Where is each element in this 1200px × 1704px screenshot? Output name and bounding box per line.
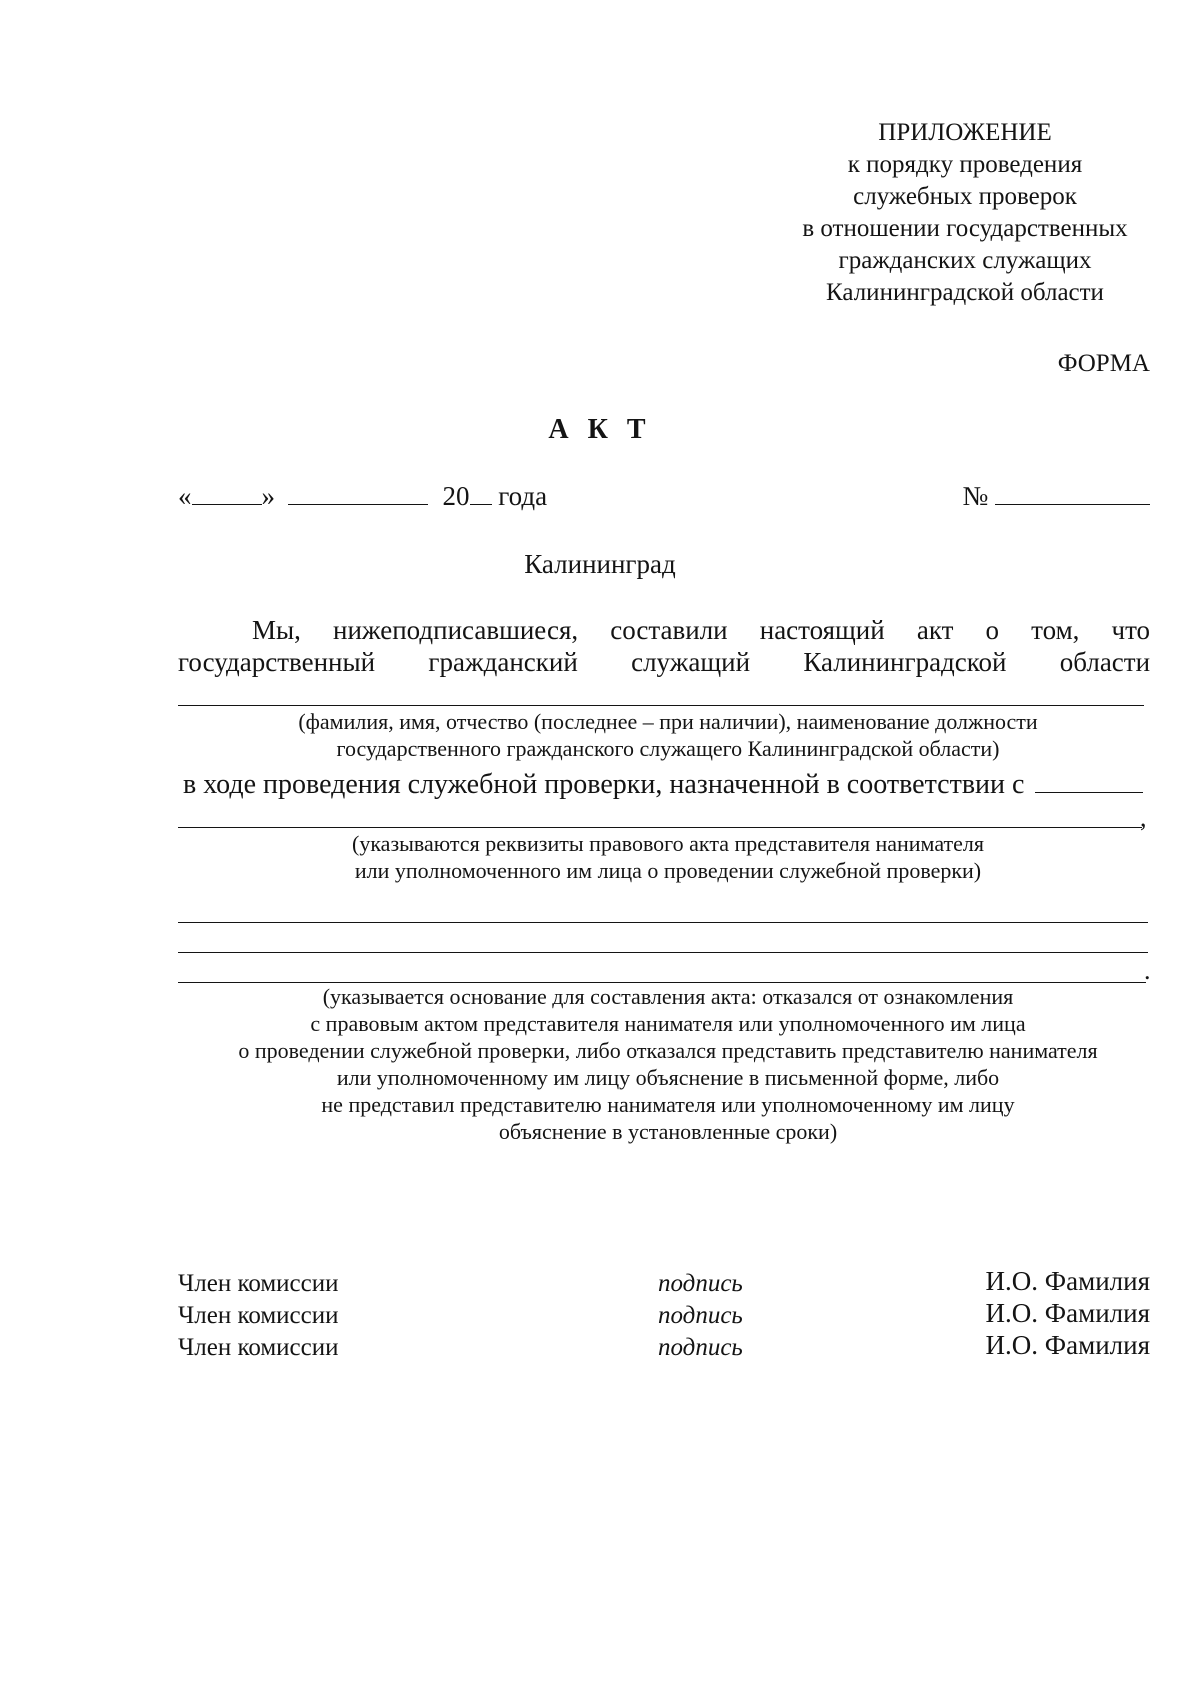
word: составили bbox=[610, 615, 728, 645]
word: служащий bbox=[631, 647, 751, 677]
period: . bbox=[1144, 956, 1151, 985]
number-line bbox=[962, 480, 1150, 512]
fullname-caption bbox=[178, 708, 1158, 762]
caption-line: (указывается основание для составления акта: отказался от ознакомления bbox=[322, 984, 1014, 1009]
signature-field[interactable]: подпись bbox=[658, 1302, 743, 1329]
caption-line: объяснение в установленные сроки) bbox=[498, 1119, 838, 1144]
appendix-line: в отношении государственных bbox=[802, 215, 1128, 242]
word: области bbox=[1059, 647, 1151, 677]
caption-line: не представил представителю нанимателя или уполномоченному им лицу bbox=[321, 1092, 1015, 1117]
close-quote: » bbox=[261, 481, 275, 511]
body-paragraph-line-3 bbox=[183, 768, 1143, 801]
month-blank[interactable] bbox=[288, 480, 428, 505]
caption-line: о проведении служебной проверки, либо отказался представить представителю нанимателя bbox=[238, 1038, 1098, 1063]
signature-row bbox=[178, 1330, 1150, 1365]
word: Калининградской bbox=[803, 647, 1007, 677]
number-blank[interactable] bbox=[995, 480, 1150, 505]
caption-line: или уполномоченного им лица о проведении служебной проверки) bbox=[354, 858, 982, 883]
signature-field[interactable]: подпись bbox=[658, 1334, 743, 1361]
appendix-line: к порядку проведения bbox=[847, 151, 1083, 178]
city: Калининград bbox=[524, 549, 676, 579]
signature-field[interactable]: подпись bbox=[658, 1270, 743, 1297]
signature-role: Член комиссии bbox=[178, 1270, 339, 1297]
signature-role: Член комиссии bbox=[178, 1302, 339, 1329]
legal-act-blank[interactable] bbox=[1035, 768, 1143, 793]
year-prefix: 20 bbox=[442, 481, 470, 511]
caption-line: (фамилия, имя, отчество (последнее – при наличии), наименование должности bbox=[298, 709, 1038, 734]
paragraph-text: в ходе проведения служебной проверки, назначенной в соответствии с bbox=[183, 769, 1025, 800]
caption-line: государственного гражданского служащего Калининградской области) bbox=[336, 736, 1000, 761]
appendix-line: служебных проверок bbox=[853, 183, 1077, 210]
word: о bbox=[985, 615, 1000, 645]
legal-act-blank-line[interactable] bbox=[178, 827, 1142, 828]
appendix-line: Калининградской области bbox=[826, 279, 1104, 306]
open-quote: « bbox=[178, 481, 192, 511]
word: гражданский bbox=[428, 647, 578, 677]
body-paragraph-line-1 bbox=[252, 614, 1150, 646]
year-suffix: года bbox=[498, 481, 548, 511]
basis-caption bbox=[178, 983, 1158, 1145]
fullname-blank-line[interactable] bbox=[178, 705, 1144, 706]
form-label: ФОРМА bbox=[1057, 350, 1150, 377]
date-line bbox=[178, 480, 547, 512]
signature-name: И.О. Фамилия bbox=[985, 1330, 1150, 1360]
appendix-title: ПРИЛОЖЕНИЕ bbox=[878, 119, 1052, 146]
word: государственный bbox=[178, 647, 376, 677]
signature-name: И.О. Фамилия bbox=[985, 1266, 1150, 1296]
word: нижеподписавшиеся, bbox=[333, 615, 579, 645]
caption-line: или уполномоченному им лицу объяснение в письменной форме, либо bbox=[336, 1065, 1000, 1090]
document-title: А К Т bbox=[548, 414, 652, 445]
caption-line: (указываются реквизиты правового акта представителя нанимателя bbox=[352, 831, 984, 856]
day-blank[interactable] bbox=[192, 480, 262, 505]
signature-name: И.О. Фамилия bbox=[985, 1298, 1150, 1328]
caption-line: с правовым актом представителя нанимателя или уполномоченного им лица bbox=[310, 1011, 1026, 1036]
year-blank[interactable] bbox=[470, 480, 492, 505]
appendix-line: гражданских служащих bbox=[838, 247, 1092, 274]
body-paragraph-line-2 bbox=[178, 646, 1150, 678]
word: что bbox=[1111, 615, 1151, 645]
basis-blank-line-2[interactable] bbox=[178, 952, 1148, 953]
word: настоящий bbox=[759, 615, 885, 645]
word: акт bbox=[916, 615, 954, 645]
appendix-header bbox=[720, 118, 1200, 310]
legal-act-caption bbox=[178, 830, 1158, 884]
signature-role: Член комиссии bbox=[178, 1334, 339, 1361]
number-sign: № bbox=[962, 481, 989, 511]
comma: , bbox=[1140, 803, 1147, 832]
word: Мы, bbox=[252, 615, 301, 645]
word: том, bbox=[1031, 615, 1080, 645]
basis-blank-line-1[interactable] bbox=[178, 922, 1148, 923]
